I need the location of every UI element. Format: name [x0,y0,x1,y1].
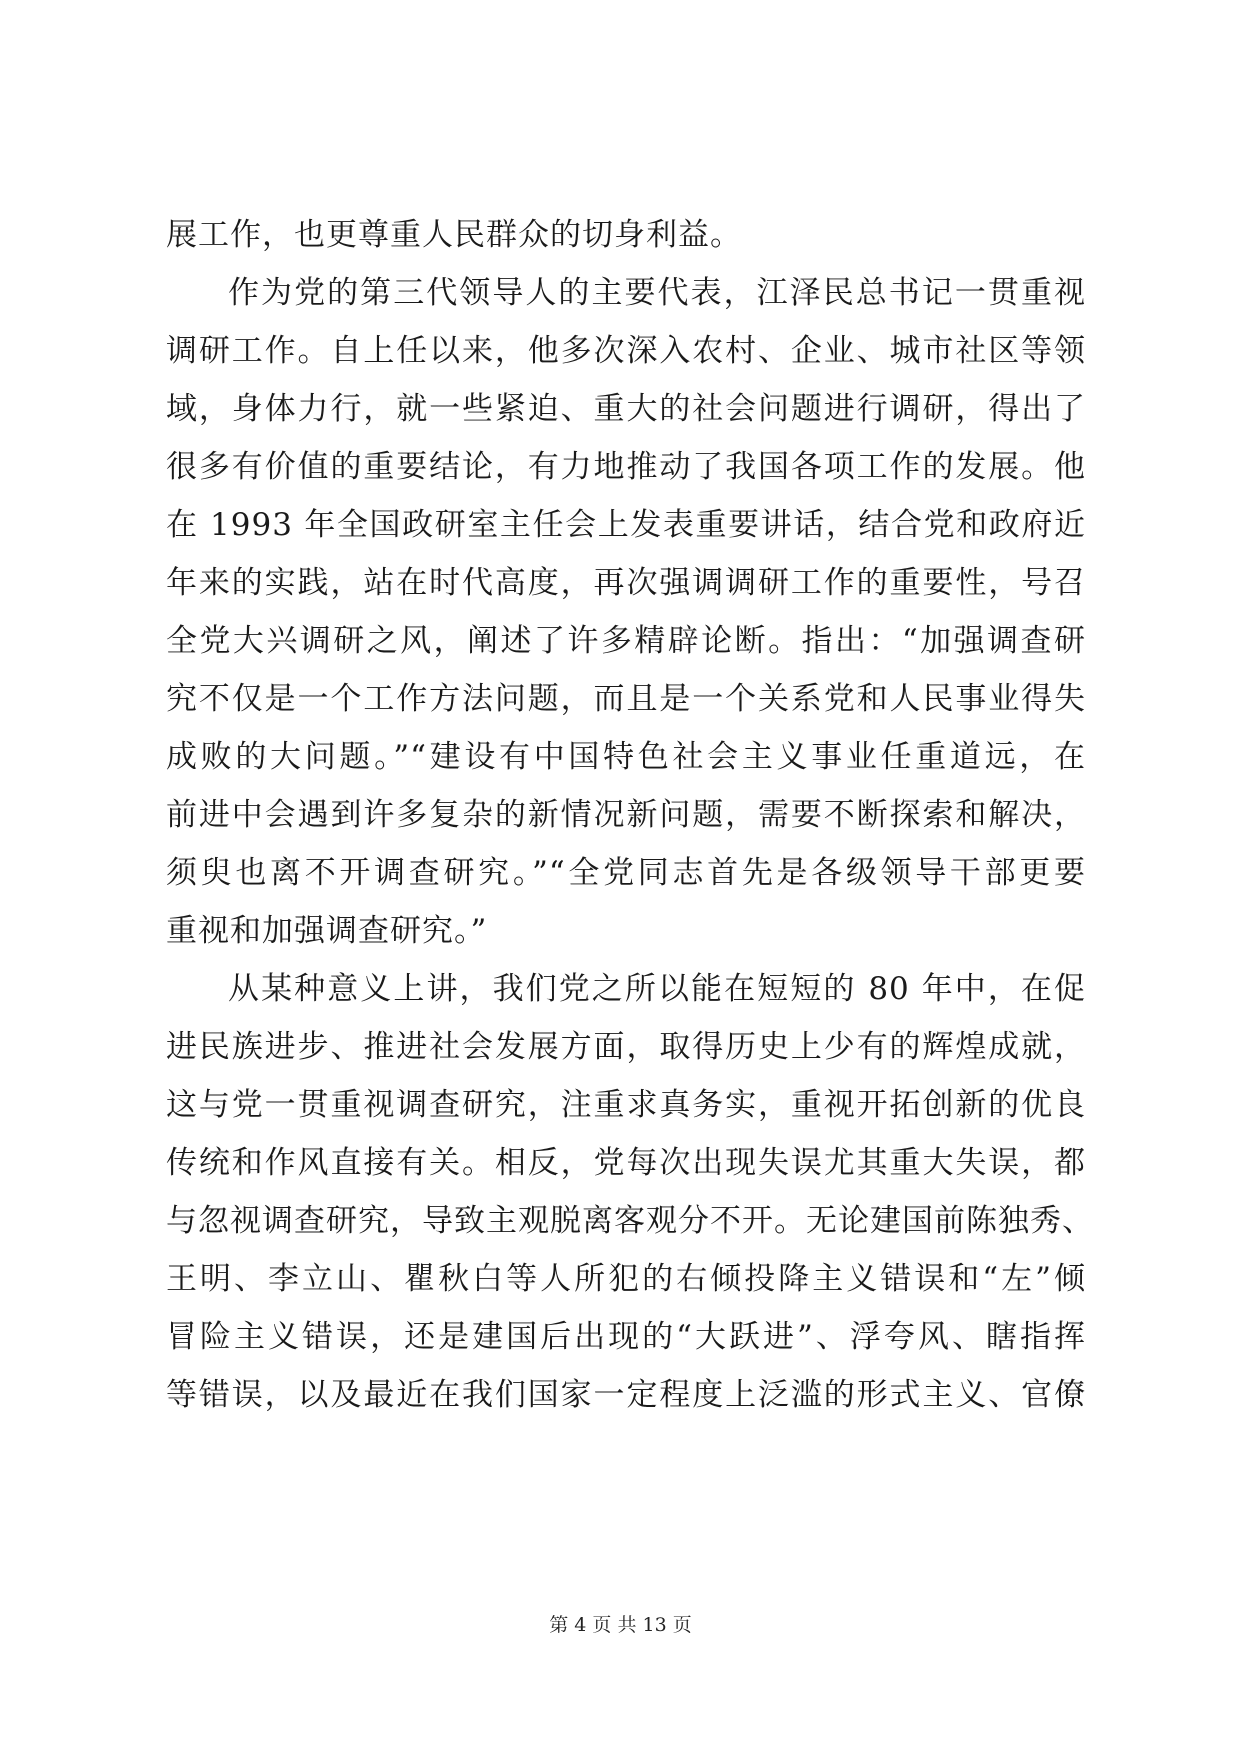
text-line: 王明、李立山、瞿秋白等人所犯的右倾投降主义错误和“左”倾 [166,1261,1086,1297]
text-line: 域，身体力行，就一些紧迫、重大的社会问题进行调研，得出了 [166,391,1086,427]
text-line: 从某种意义上讲，我们党之所以能在短短的 80 年中，在促 [228,971,1086,1007]
text-line: 进民族进步、推进社会发展方面，取得历史上少有的辉煌成就， [166,1029,1086,1065]
text-line: 展工作，也更尊重人民群众的切身利益。 [166,217,742,253]
text-line: 前进中会遇到许多复杂的新情况新问题，需要不断探索和解决， [166,797,1086,833]
text-line: 作为党的第三代领导人的主要代表，江泽民总书记一贯重视 [228,275,1086,311]
text-line: 在 1993 年全国政研室主任会上发表重要讲话，结合党和政府近 [166,507,1086,543]
text-line: 传统和作风直接有关。相反，党每次出现失误尤其重大失误，都 [166,1145,1086,1181]
text-line: 究不仅是一个工作方法问题，而且是一个关系党和人民事业得失 [166,681,1086,717]
text-line: 全党大兴调研之风，阐述了许多精辟论断。指出：“加强调查研 [166,623,1086,659]
text-line: 年来的实践，站在时代高度，再次强调调研工作的重要性，号召 [166,565,1086,601]
document-body [166,206,1094,1424]
text-line: 与忽视调查研究，导致主观脱离客观分不开。无论建国前陈独秀、 [166,1203,1094,1239]
text-line: 冒险主义错误，还是建国后出现的“大跃进”、浮夸风、瞎指挥 [166,1319,1086,1355]
text-line: 成败的大问题。”“建设有中国特色社会主义事业任重道远，在 [166,739,1086,775]
text-line: 须臾也离不开调查研究。”“全党同志首先是各级领导干部更要 [166,855,1086,891]
text-line: 很多有价值的重要结论，有力地推动了我国各项工作的发展。他 [166,449,1086,485]
page-number-footer: 第 4 页 共 13 页 [549,1614,692,1636]
text-line: 等错误，以及最近在我们国家一定程度上泛滥的形式主义、官僚 [166,1377,1086,1413]
text-line: 重视和加强调查研究。” [166,913,488,949]
text-line: 调研工作。自上任以来，他多次深入农村、企业、城市社区等领 [166,333,1086,369]
text-line: 这与党一贯重视调查研究，注重求真务实，重视开拓创新的优良 [166,1087,1086,1123]
